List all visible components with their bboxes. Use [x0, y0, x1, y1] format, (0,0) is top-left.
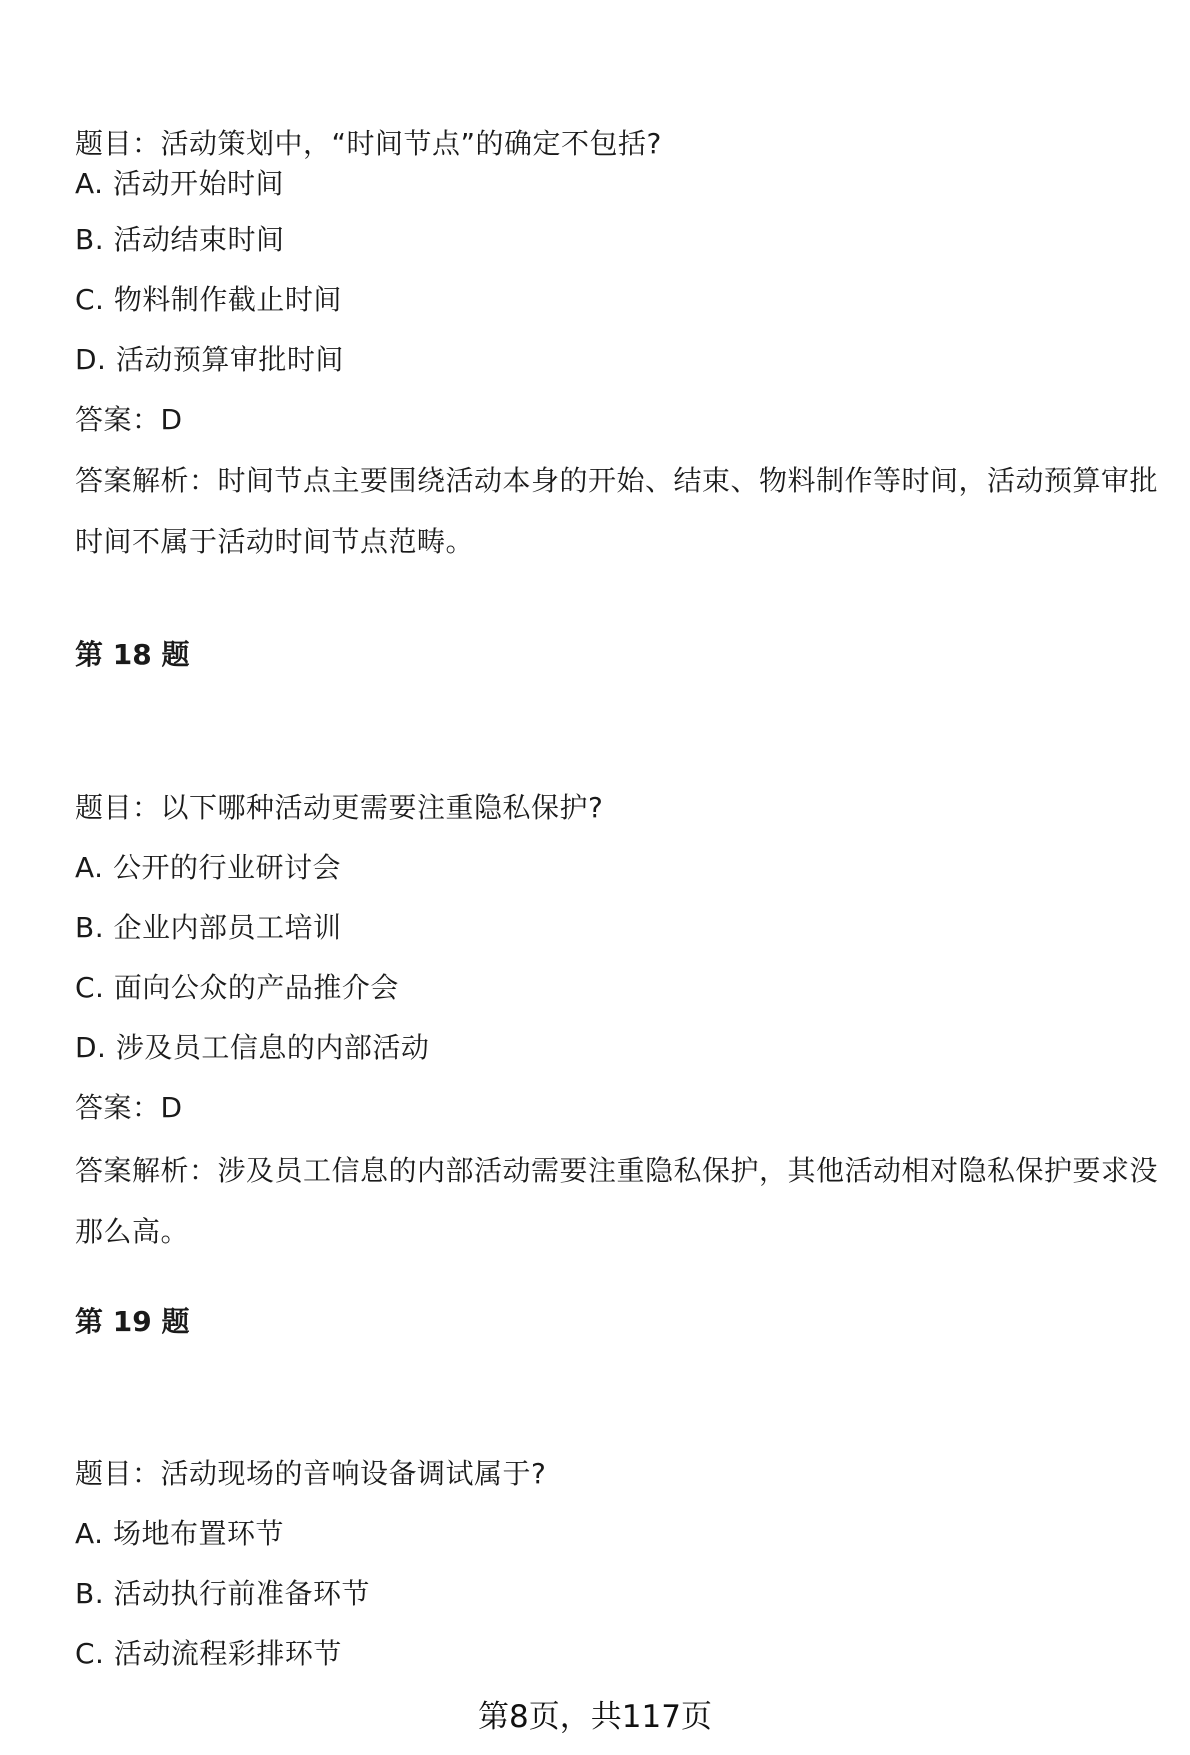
question-18-option-b: B. 企业内部员工培训: [75, 911, 342, 944]
question-17-text: 题目：活动策划中，“时间节点”的确定不包括?: [75, 127, 662, 160]
question-17-answer: 答案：D: [75, 403, 183, 436]
question-19-option-a: A. 场地布置环节: [75, 1517, 284, 1550]
question-17-option-b: B. 活动结束时间: [75, 223, 285, 256]
question-18-option-c: C. 面向公众的产品推介会: [75, 971, 399, 1004]
question-18-text: 题目：以下哪种活动更需要注重隐私保护?: [75, 791, 604, 824]
question-18-analysis: 答案解析：涉及员工信息的内部活动需要注重隐私保护，其他活动相对隐私保护要求没那么高。: [75, 1154, 1159, 1248]
question-18-answer: 答案：D: [75, 1091, 183, 1124]
page-number-footer: 第8页，共117页: [478, 1699, 712, 1735]
question-17-option-d: D. 活动预算审批时间: [75, 343, 344, 376]
question-19-text: 题目：活动现场的音响设备调试属于?: [75, 1457, 547, 1490]
question-17-option-c: C. 物料制作截止时间: [75, 283, 342, 316]
question-18-option-d: D. 涉及员工信息的内部活动: [75, 1031, 430, 1064]
question-19-option-c: C. 活动流程彩排环节: [75, 1637, 342, 1670]
question-18-option-a: A. 公开的行业研讨会: [75, 851, 341, 884]
question-19-option-b: B. 活动执行前准备环节: [75, 1577, 371, 1610]
question-17-analysis: 答案解析：时间节点主要围绕活动本身的开始、结束、物料制作等时间，活动预算审批时间不属于活动时间节点范畴。: [75, 464, 1159, 558]
question-19-heading: 第 19 题: [75, 1305, 190, 1338]
question-18-heading: 第 18 题: [75, 638, 190, 671]
question-17-option-a: A. 活动开始时间: [75, 167, 284, 200]
